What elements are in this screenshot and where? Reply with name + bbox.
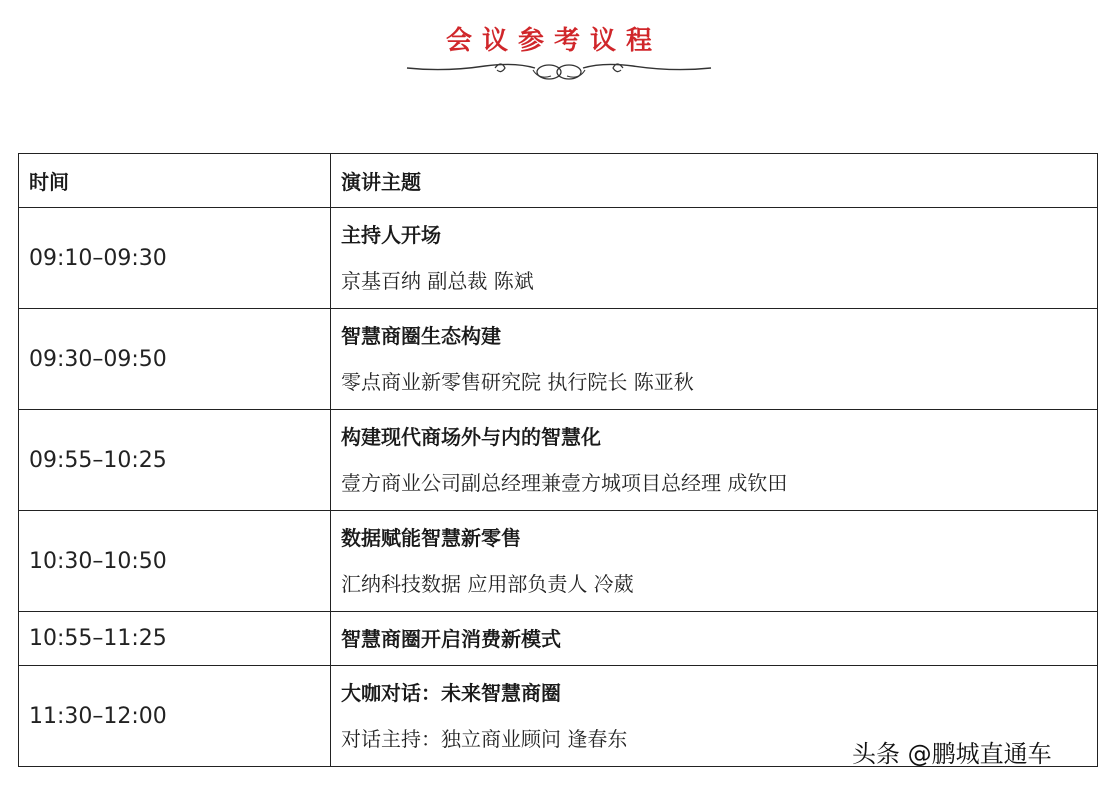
row-content (331, 208, 1098, 309)
row-content (331, 511, 1098, 612)
row-content (331, 612, 1098, 666)
table-row (19, 309, 1098, 410)
row-speaker: 汇纳科技数据 应用部负责人 冷葳 (341, 572, 634, 596)
row-topic: 大咖对话：未来智慧商圈 (341, 681, 561, 705)
row-time: 11:30–12:00 (19, 666, 331, 767)
watermark-text: 头条 @鹏城直通车 (852, 740, 1052, 768)
table-header-row (19, 154, 1098, 208)
table-row (19, 208, 1098, 309)
row-topic: 构建现代商场外与内的智慧化 (341, 425, 601, 449)
page-title: 会议参考议程 (445, 26, 662, 56)
row-topic: 数据赋能智慧新零售 (341, 526, 521, 550)
row-topic: 智慧商圈生态构建 (341, 324, 501, 348)
row-topic: 主持人开场 (341, 223, 441, 247)
row-time: 10:55–11:25 (19, 612, 331, 666)
decorative-ornament (405, 56, 713, 84)
row-speaker: 京基百纳 副总裁 陈斌 (341, 269, 534, 293)
header-time: 时间 (19, 154, 331, 208)
header-topic: 演讲主题 (331, 154, 1098, 208)
row-time: 09:55–10:25 (19, 410, 331, 511)
row-speaker: 壹方商业公司副总经理兼壹方城项目总经理 成钦田 (341, 471, 788, 495)
row-topic: 智慧商圈开启消费新模式 (341, 626, 561, 651)
row-time: 09:10–09:30 (19, 208, 331, 309)
row-content (331, 309, 1098, 410)
row-content (331, 410, 1098, 511)
table-row (19, 410, 1098, 511)
row-speaker: 对话主持：独立商业顾问 逢春东 (341, 727, 628, 751)
agenda-table (18, 153, 1098, 767)
table-row (19, 612, 1098, 666)
row-speaker: 零点商业新零售研究院 执行院长 陈亚秋 (341, 370, 694, 394)
table-row (19, 511, 1098, 612)
row-time: 10:30–10:50 (19, 511, 331, 612)
row-time: 09:30–09:50 (19, 309, 331, 410)
